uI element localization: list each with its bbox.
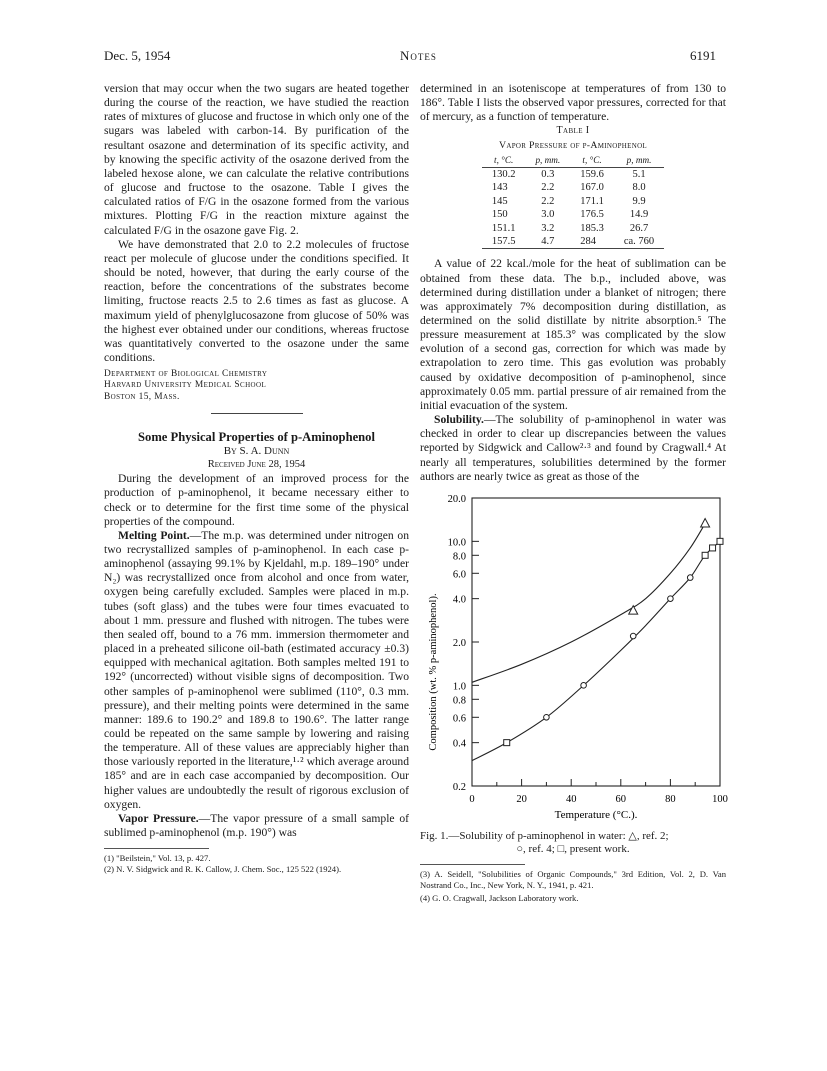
table-cell: 167.0	[580, 182, 604, 194]
running-head-date: Dec. 5, 1954	[104, 48, 171, 63]
y-tick-label: 4.0	[452, 594, 466, 606]
table-row	[482, 195, 664, 208]
table-cell: 130.2	[491, 168, 516, 180]
x-tick-label: 40	[565, 793, 577, 805]
footnote-rule	[104, 848, 209, 849]
data-point-circle	[544, 714, 550, 720]
data-point-circle	[687, 575, 693, 581]
table-header-cell: p, mm.	[525, 153, 570, 168]
x-axis-label: Temperature (°C.).	[554, 808, 638, 821]
right-column	[420, 82, 726, 904]
table-header-cell: t, °C.	[482, 153, 526, 168]
footnote-2: (2) N. V. Sidgwick and R. K. Callow, J. Chem. Soc., 125 522 (1924).	[104, 864, 342, 875]
table-row	[482, 235, 664, 249]
y-tick-label: 2.0	[452, 637, 466, 649]
affiliation-city: Boston 15, Mass.	[104, 391, 180, 402]
table-cell: 176.5	[580, 209, 604, 221]
data-point-circle	[630, 633, 636, 639]
y-axis-label: Composition (wt. % p-aminophenol).	[428, 593, 439, 751]
table-cell: 171.1	[580, 195, 604, 207]
sublimation-paragraph: A value of 22 kcal./mole for the heat of sublimation can be obtained from these data. The b.p., included above, was determined during distillation under a blanket of nitrogen; there was approximately 7% decomposition during distillation, as determined on the solid distillate by nitrite absorption.⁵ The pressure measurement at 185.3° was complicated by the slow evolution of a second gas, correction for which was made by extrapolation to zero time. This gas evolution was probably caused by oxidative decomposition of p-aminophenol, since approximately 0.05 mm. partial pressure of air remained from the initial evacuation of the system.	[420, 257, 726, 412]
table-cell: 151.1	[491, 222, 516, 234]
table-header-cell: t, °C.	[570, 153, 614, 168]
table-header-cell: p, mm.	[614, 153, 664, 168]
table-cell: 3.2	[541, 222, 555, 234]
solubility-chart	[420, 488, 726, 830]
data-point-triangle	[701, 518, 710, 527]
figure-caption-line-2: ○, ref. 4; □, present work.	[516, 842, 630, 855]
table-cell: 284	[580, 235, 596, 247]
table-cell: 8.0	[632, 182, 646, 194]
table-cell: 185.3	[580, 222, 604, 234]
data-point-triangle	[629, 606, 638, 615]
solubility-chart-svg	[420, 488, 726, 830]
solubility-curve-upper	[472, 523, 705, 682]
table-cell: 5.1	[632, 168, 646, 180]
affiliation-department: Department of Biological Chemistry	[104, 369, 268, 380]
y-tick-label: 1.0	[452, 681, 466, 693]
y-tick-label: 10.0	[447, 537, 466, 549]
affiliation	[104, 369, 409, 403]
affiliation-school: Harvard University Medical School	[104, 380, 267, 391]
running-head-section: Notes	[400, 48, 437, 63]
table-header-row	[482, 153, 664, 168]
figure-caption-line-1: Fig. 1.—Solubility of p-aminophenol in water: △, ref. 2;	[420, 829, 669, 842]
article-title: Some Physical Properties of p-Aminophenol	[138, 429, 375, 444]
table-cell: 159.6	[580, 168, 604, 180]
table-caption: Table I	[556, 125, 590, 137]
conclusion-paragraph: We have demonstrated that 2.0 to 2.2 molecules of fructose react per molecule of glucose under the conditions specified. It should be noted, however, that during the early course of the reaction, before the concentrations of the substrates become limiting, fructose reacts 2.5 to 2.6 times as fast as glucose. A maximum yield of phenylglucosazone from glucose of 50% was the highest ever obtained under our conditions, whereas fructose was quantitatively converted to the osazone under the same conditions.	[104, 237, 409, 364]
footnote-4: (4) G. O. Cragwall, Jackson Laboratory work.	[420, 892, 579, 903]
y-tick-label: 20.0	[447, 493, 466, 505]
continuation-paragraph: version that may occur when the two sugars are heated together during the course of the reaction, we have studied the reaction rates of mixtures of glucose and fructose in which only one of the sugars was labeled with carbon-14. By purification of the resultant osazone and determination of its specific activity, and by knowing the specific activity of the osazone derived from the labeled hexose alone, we can calculate the relative contributions of glucose and fructose to the osazone. Table I gives the calculated ratios of F/G in the osazone formed from the various mixtures. Plotting F/G in the reaction mixture against the calculated F/G in the osazone gave Fig. 2.	[104, 82, 409, 237]
y-tick-label: 0.6	[452, 713, 466, 725]
data-point-square	[710, 545, 716, 551]
x-tick-label: 60	[615, 793, 627, 805]
y-tick-label: 0.4	[452, 738, 466, 750]
table-row	[482, 208, 664, 221]
data-point-square	[504, 740, 510, 746]
vapor-pressure-table	[482, 153, 664, 250]
y-tick-label: 8.0	[452, 551, 466, 563]
x-tick-label: 20	[516, 793, 527, 805]
table-cell: 26.7	[629, 222, 649, 234]
y-tick-label: 0.8	[452, 695, 466, 707]
solubility-curve-lower	[472, 541, 720, 760]
table-cell: 2.2	[541, 195, 555, 207]
table-title: Vapor Pressure of p-Aminophenol	[498, 139, 648, 151]
received-date: Received June 28, 1954	[207, 459, 306, 471]
data-point-square	[717, 538, 723, 544]
table-cell: 9.9	[632, 195, 646, 207]
table-cell: 150	[491, 209, 508, 221]
intro-paragraph: During the development of an improved process for the production of p-aminophenol, it became necessary either to check or to determine for the first time some of the physical properties of the compound.	[104, 472, 409, 528]
footnote-1: (1) "Beilstein," Vol. 13, p. 427.	[104, 853, 211, 864]
table-cell: 3.0	[541, 209, 555, 221]
x-tick-label: 80	[665, 793, 676, 805]
byline: By S. A. Dunn	[223, 444, 290, 457]
footnote-3: (3) A. Seidell, "Solubilities of Organic Compounds," 3rd Edition, Vol. 2, D. Van Nostrand Co., Inc., New York, N. Y., 1941, p. 421.	[420, 868, 726, 890]
data-point-circle	[581, 682, 587, 688]
table-row	[482, 222, 664, 235]
x-tick-label: 0	[469, 793, 475, 805]
table-cell: 4.7	[541, 235, 555, 247]
melting-point-text: —The m.p. was determined under nitrogen on two recrystallized samples of p-aminophenol. In each case p-aminophenol (assaying 99.1% by Kjeldahl, m.p. 189–190° under N₂) was recrystallized once from alcohol and once from water, oxygen being carefully excluded. Samples were placed in m.p. tubes (soft glass) and the tubes were four times evacuated to about 1 mm. pressure and flushed with nitrogen. The tubes were then sealed off, bound to a 76 mm. immersion thermometer and placed in a preheated silicone oil-bath (estimated accuracy ±0.3) equipped with mechanical agitation. Both samples melted 191 to 192° (uncorrected) without visible signs of decomposition. Two other samples of p-aminophenol were sublimed (110°, 0.3 mm. pressure), and their melting points were determined in the same manner: 189.6 to 190.2° and 189.8 to 190.6°. The latter range could be repeated on the same sample by lowering and raising the temperature. All of these values are appreciably higher than those variously reported in the literature,¹·² which average around 185° and are in each case accompanied by decomposition. Our higher values are undoubtedly the result of rigorous exclusion of oxygen.	[104, 528, 410, 811]
data-point-square	[702, 552, 708, 558]
solubility-heading: Solubility.	[434, 413, 484, 427]
page-number: 6191	[690, 48, 716, 63]
table-cell: 2.2	[541, 182, 555, 194]
divider	[211, 413, 303, 414]
left-column	[104, 82, 409, 875]
data-point-circle	[668, 596, 674, 602]
melting-point-paragraph	[104, 529, 409, 812]
vapor-pressure-text: —The vapor pressure of a small sample of sublimed p-aminophenol (m.p. 190°) was	[104, 811, 409, 840]
y-tick-label: 6.0	[452, 569, 466, 581]
table-cell: 145	[491, 195, 508, 207]
table-cell: ca. 760	[623, 235, 655, 247]
isoteniscope-paragraph: determined in an isoteniscope at temperatures of from 130 to 186°. Table I lists the observed vapor pressures, corrected for that of mercury, as a function of temperature.	[420, 82, 726, 124]
table-cell: 14.9	[629, 209, 649, 221]
x-tick-label: 100	[712, 793, 728, 805]
table-row	[482, 181, 664, 194]
melting-point-heading: Melting Point.	[118, 528, 190, 542]
vapor-pressure-heading: Vapor Pressure.	[118, 811, 199, 825]
figure-caption	[420, 830, 726, 856]
table-cell: 157.5	[491, 235, 516, 247]
table-row	[482, 167, 664, 181]
table-cell: 0.3	[541, 168, 555, 180]
solubility-text: —The solubility of p-aminophenol in water was checked in order to clear up discrepancies between the values reported by Sidgwick and Callow²·³ and found by Cragwall.⁴ At nearly all temperatures, solubilities determined by the former authors are nearly twice as great as those of the	[420, 413, 726, 483]
y-tick-label: 0.2	[452, 781, 466, 793]
table-cell: 143	[491, 182, 508, 194]
solubility-paragraph	[420, 413, 726, 484]
vapor-pressure-paragraph	[104, 812, 409, 840]
footnote-rule-right	[420, 864, 525, 865]
